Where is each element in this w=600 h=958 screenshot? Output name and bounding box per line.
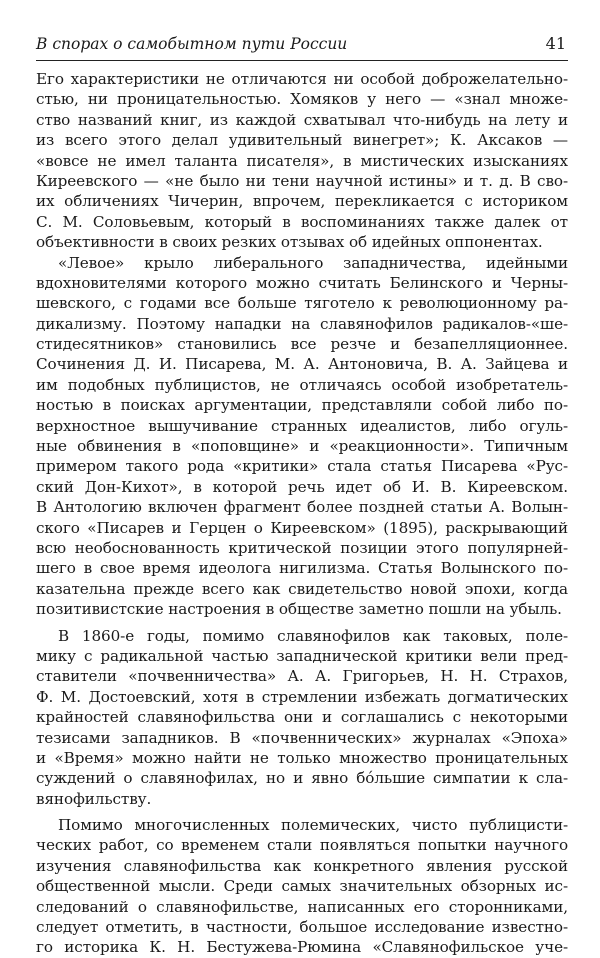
text-line: всю необоснованность критической позиции этого популярней- — [36, 538, 568, 557]
text-line: В 1860-е годы, помимо славянофилов как таковых, поле- — [58, 626, 568, 645]
text-line: вдохновителями которого можно считать Белинского и Черны- — [36, 273, 568, 292]
text-line: стью, ни проницательностью. Хомяков у него — «знал множе- — [36, 90, 568, 109]
text-line: Его характеристики не отличаются ни особой доброжелательно- — [36, 70, 568, 88]
text-line: дикализму. Поэтому нападки на славянофилов радикалов-«ше- — [36, 314, 568, 333]
text-line: изучения славянофильства как конкретного явления русской — [36, 856, 568, 875]
text-line: верхностное вышучивание странных идеалистов, либо огуль- — [36, 416, 568, 435]
text-line: мику с радикальной частью западнической критики вели пред- — [36, 646, 568, 665]
text-line: Сочинения Д. И. Писарева, М. А. Антоновича, В. А. Зайцева и — [36, 355, 568, 374]
text-line: ностью в поисках аргументации, представляли собой либо по- — [36, 396, 568, 415]
text-line: и «Время» можно найти не только множество проницательных — [36, 748, 568, 767]
text-line: объективности в своих резких отзывах об идейных оппонентах. — [36, 233, 543, 252]
text-line: стидесятников» становились все резче и безапелляционнее. — [36, 335, 568, 354]
text-line: их обличениях Чичерин, впрочем, перекликается с историком — [36, 192, 568, 211]
text-line: общественной мысли. Среди самых значительных обзорных ис- — [36, 877, 568, 896]
text-line: позитивистские настроения в обществе заметно пошли на убыль. — [36, 600, 562, 619]
text-line: крайностей славянофильства они и соглашались с некоторыми — [36, 708, 568, 727]
paragraph — [36, 626, 568, 810]
text-line: казательна прежде всего как свидетельство новой эпохи, когда — [36, 579, 568, 598]
text-line: тезисами западников. В «почвеннических» журналах «Эпоха» — [36, 728, 568, 747]
text-line: Ф. М. Достоевский, хотя в стремлении избежать догматических — [36, 687, 568, 706]
page-number: 41 — [545, 34, 566, 53]
text-line: «вовсе не имел таланта писателя», в мистических изысканиях — [36, 151, 568, 170]
text-line: вянофильству. — [36, 789, 152, 808]
text-line: ский Дон-Кихот», в которой речь идет об И. В. Киреевском. — [36, 477, 568, 496]
text-line: шевского, с годами все больше тяготело к революционному ра- — [36, 294, 568, 313]
text-line: ство названий книг, из каждой схватывал что-нибудь на лету и — [36, 110, 568, 129]
text-line: следований о славянофильстве, написанных его сторонниками, — [36, 897, 568, 916]
text-line: ского «Писарев и Герцен о Киреевском» (1895), раскрывающий — [36, 518, 568, 537]
text-line: ставители «почвенничества» А. А. Григорьев, Н. Н. Страхов, — [36, 667, 568, 686]
text-line: им подобных публицистов, не отличаясь особой изобретатель- — [36, 375, 568, 394]
book-page — [36, 34, 568, 958]
text-line: «Левое» крыло либерального западничества, идейными — [58, 253, 568, 272]
text-line: В Антологию включен фрагмент более поздней статьи А. Волын- — [36, 498, 568, 517]
paragraph — [36, 69, 568, 253]
paragraph — [36, 815, 568, 958]
text-line: ные обвинения в «поповщине» и «реакционности». Типичным — [36, 437, 568, 456]
text-line: С. М. Соловьевым, который в воспоминаниях также далек от — [36, 212, 568, 231]
paragraph — [36, 253, 568, 620]
running-title: В спорах о самобытном пути России — [36, 35, 348, 53]
text-line: шего в свое время идеолога нигилизма. Статья Волынского по- — [36, 559, 568, 578]
body-text — [36, 69, 568, 958]
running-head — [36, 34, 568, 61]
text-line: следует отметить, в частности, большое исследование известно- — [36, 918, 568, 937]
text-line: примером такого рода «критики» стала статья Писарева «Рус- — [36, 457, 568, 476]
text-line: Помимо многочисленных полемических, чисто публицисти- — [58, 816, 568, 835]
text-line: Киреевского — «не было ни тени научной истины» и т. д. В сво- — [36, 171, 568, 190]
text-line: суждений о славянофилах, но и явно бо́льшие симпатии к сла- — [36, 769, 568, 788]
text-line: ческих работ, со временем стали появляться попытки научного — [36, 836, 568, 855]
text-line: го историка К. Н. Бестужева-Рюмина «Славянофильское уче- — [36, 938, 568, 957]
text-line: из всего этого делал удивительный винегрет»; К. Аксаков — — [36, 131, 568, 150]
